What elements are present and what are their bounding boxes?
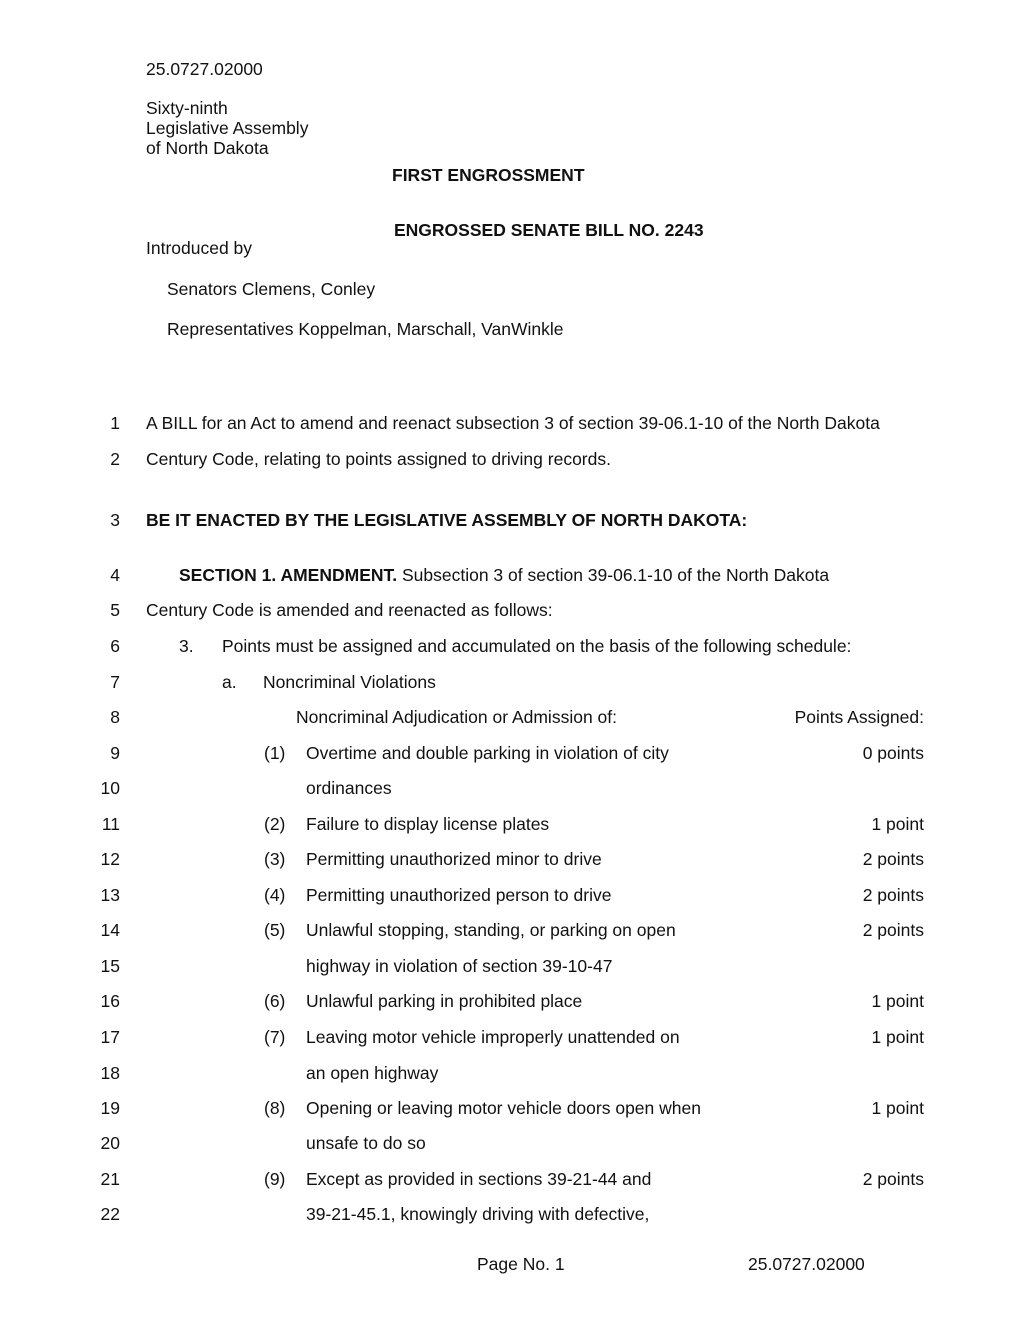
assembly-line-2: Legislative Assembly (146, 118, 309, 138)
line-number: 3 (110, 510, 120, 530)
violation-number: (3) (264, 849, 286, 869)
violation-points: 1 point (871, 991, 924, 1011)
sponsors-representatives: Representatives Koppelman, Marschall, VanWinkle (167, 319, 564, 339)
schedule-header-left: Noncriminal Adjudication or Admission of: (296, 707, 617, 727)
line-number: 11 (101, 814, 120, 834)
subsection-number: 3. (179, 636, 194, 656)
violation-number: (5) (264, 920, 286, 940)
line-number: 7 (110, 672, 120, 692)
violation-text-continued: highway in violation of section 39-10-47 (306, 956, 613, 976)
bill-title-text-line-2: Century Code, relating to points assigned to driving records. (146, 449, 611, 469)
violation-points: 1 point (871, 814, 924, 834)
engrossment-title: FIRST ENGROSSMENT (392, 165, 585, 185)
violation-text: Leaving motor vehicle improperly unattended on (306, 1027, 680, 1047)
introduced-by-label: Introduced by (146, 238, 253, 258)
line-number: 21 (100, 1169, 120, 1189)
line-number: 8 (110, 707, 120, 727)
violation-text: Permitting unauthorized minor to drive (306, 849, 602, 869)
footer-document-id: 25.0727.02000 (748, 1254, 865, 1274)
bill-title-text-line-1: A BILL for an Act to amend and reenact subsection 3 of section 39-06.1-10 of the North Dakota (146, 413, 880, 433)
violation-number: (2) (264, 814, 286, 834)
line-number: 2 (110, 449, 120, 469)
subsection-text: Points must be assigned and accumulated on the basis of the following schedule: (222, 636, 852, 656)
violation-text: Overtime and double parking in violation of city (306, 743, 669, 763)
violation-text: Opening or leaving motor vehicle doors open when (306, 1098, 701, 1118)
paragraph-letter: a. (222, 672, 237, 692)
violation-text: Permitting unauthorized person to drive (306, 885, 612, 905)
bill-title: ENGROSSED SENATE BILL NO. 2243 (394, 220, 704, 240)
paragraph-title: Noncriminal Violations (263, 672, 436, 692)
section-text: Subsection 3 of section 39-06.1-10 of the North Dakota (397, 565, 830, 585)
assembly-line-3: of North Dakota (146, 138, 269, 158)
violation-text-continued: an open highway (306, 1063, 439, 1083)
violation-points: 2 points (862, 1169, 924, 1189)
section-text-continued: Century Code is amended and reenacted as follows: (146, 600, 553, 620)
violation-text: Unlawful parking in prohibited place (306, 991, 583, 1011)
line-number: 12 (100, 849, 120, 869)
line-number: 1 (110, 413, 120, 433)
line-number: 15 (100, 956, 120, 976)
line-number: 10 (100, 778, 120, 798)
schedule-header-right: Points Assigned: (794, 707, 924, 727)
line-number: 20 (100, 1133, 120, 1153)
violation-number: (6) (264, 991, 286, 1011)
violation-number: (7) (264, 1027, 286, 1047)
enacting-clause: BE IT ENACTED BY THE LEGISLATIVE ASSEMBLY OF NORTH DAKOTA: (146, 510, 748, 530)
violation-text-continued: ordinances (306, 778, 392, 798)
violation-points: 2 points (862, 885, 924, 905)
violation-number: (9) (264, 1169, 286, 1189)
line-number: 22 (100, 1204, 120, 1224)
violation-points: 1 point (871, 1027, 924, 1047)
violation-number: (1) (264, 743, 286, 763)
page-number: Page No. 1 (477, 1254, 565, 1274)
violation-points: 2 points (862, 920, 924, 940)
line-number: 13 (100, 885, 120, 905)
violation-points: 2 points (862, 849, 924, 869)
line-number: 6 (110, 636, 120, 656)
line-number: 16 (100, 991, 120, 1011)
line-number: 19 (100, 1098, 120, 1118)
violation-text-continued: unsafe to do so (306, 1133, 426, 1153)
document-id: 25.0727.02000 (146, 59, 263, 79)
violation-points: 1 point (871, 1098, 924, 1118)
violation-text: Except as provided in sections 39-21-44 and (306, 1169, 652, 1189)
violation-text: Failure to display license plates (306, 814, 550, 834)
section-1-line (179, 567, 829, 585)
violation-text-continued: 39-21-45.1, knowingly driving with defective, (306, 1204, 650, 1224)
line-number: 5 (110, 600, 120, 620)
violation-points: 0 points (862, 743, 924, 763)
violation-number: (8) (264, 1098, 286, 1118)
section-heading: SECTION 1. AMENDMENT. (179, 565, 398, 585)
violation-number: (4) (264, 885, 286, 905)
line-number: 14 (100, 920, 120, 940)
line-number: 17 (100, 1027, 120, 1047)
line-number: 4 (110, 565, 120, 585)
violation-text: Unlawful stopping, standing, or parking on open (306, 920, 676, 940)
line-number: 9 (110, 743, 120, 763)
sponsors-senators: Senators Clemens, Conley (167, 279, 376, 299)
assembly-line-1: Sixty-ninth (146, 98, 228, 118)
line-number: 18 (100, 1063, 120, 1083)
